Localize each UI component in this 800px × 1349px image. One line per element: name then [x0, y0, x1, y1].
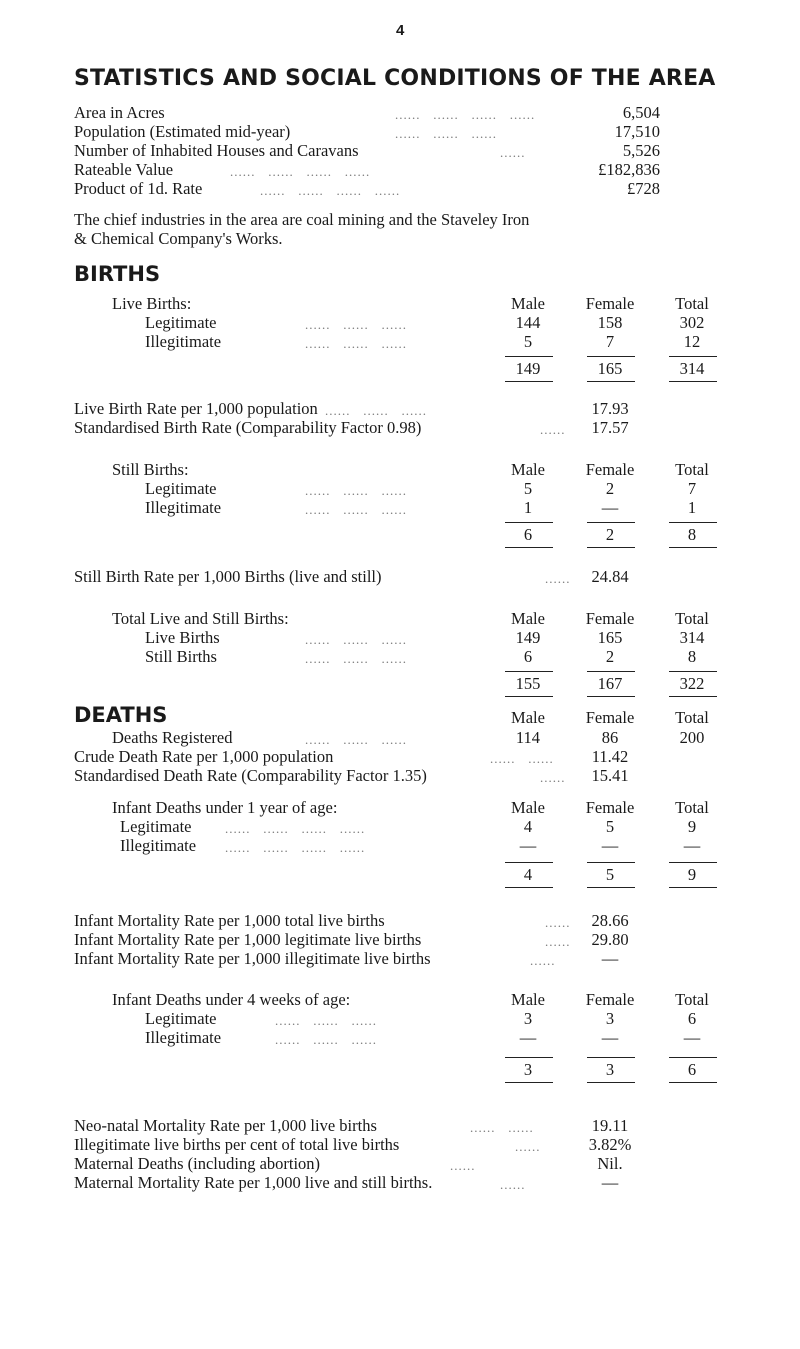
row-label: Legitimate — [120, 817, 192, 836]
maternal-rate-value: — — [601, 1173, 619, 1192]
cell-male: 5 — [523, 332, 533, 351]
total-total: 314 — [679, 359, 705, 378]
leader-dots: ...... ...... — [470, 1120, 534, 1135]
col-female: Female — [585, 708, 635, 727]
col-total: Total — [675, 708, 709, 727]
col-female: Female — [585, 798, 635, 817]
total-total: 6 — [687, 1060, 697, 1079]
cell-male: 4 — [523, 817, 533, 836]
general-value-rateable: £182,836 — [598, 160, 660, 179]
total-male: 149 — [515, 359, 541, 378]
row-label: Illegitimate — [120, 836, 197, 855]
leader-dots: ...... ...... ...... — [275, 1013, 377, 1028]
deaths-heading: DEATHS — [74, 703, 168, 727]
col-total: Total — [675, 294, 709, 313]
divider — [505, 696, 553, 697]
leader-dots: ...... — [500, 1177, 526, 1192]
imr-illegit-label: Infant Mortality Rate per 1,000 illegitimate live births — [74, 949, 431, 968]
cell-female: — — [601, 498, 619, 517]
infant-deaths-label: Infant Deaths under 1 year of age: — [112, 798, 338, 817]
divider — [505, 887, 553, 888]
leader-dots: ...... ...... ...... — [305, 732, 407, 747]
divider — [505, 381, 553, 382]
total-female: 3 — [605, 1060, 615, 1079]
cell-female: 3 — [605, 1009, 615, 1028]
col-total: Total — [675, 609, 709, 628]
leader-dots: ...... ...... — [490, 751, 554, 766]
divider — [505, 522, 553, 523]
leader-dots: ...... ...... ...... — [305, 632, 407, 647]
std-birth-rate-label: Standardised Birth Rate (Comparability Factor 0.98) — [74, 418, 422, 437]
leader-dots: ...... ...... ...... — [305, 317, 407, 332]
cell-female: 165 — [597, 628, 623, 647]
leader-dots: ...... ...... ...... — [305, 483, 407, 498]
neonatal-deaths-label: Infant Deaths under 4 weeks of age: — [112, 990, 351, 1009]
cell-total: 1 — [687, 498, 697, 517]
general-label-rateable: Rateable Value — [74, 160, 174, 179]
leader-dots: ...... — [545, 934, 571, 949]
col-male: Male — [511, 460, 545, 479]
divider — [587, 522, 635, 523]
leader-dots: ...... — [545, 571, 571, 586]
cell-male: — — [519, 1028, 537, 1047]
imr-total-label: Infant Mortality Rate per 1,000 total live births — [74, 911, 385, 930]
cell-male: 5 — [523, 479, 533, 498]
leader-dots: ...... — [540, 770, 566, 785]
births-heading: BIRTHS — [74, 262, 161, 286]
leader-dots: ...... ...... ...... ...... — [225, 821, 366, 836]
leader-dots: ...... ...... ...... — [275, 1032, 377, 1047]
col-female: Female — [585, 294, 635, 313]
total-female: 167 — [597, 674, 623, 693]
total-female: 5 — [605, 865, 615, 884]
cell-total: 314 — [679, 628, 705, 647]
still-birth-rate-label: Still Birth Rate per 1,000 Births (live and still) — [74, 567, 382, 586]
cell-total: 6 — [687, 1009, 697, 1028]
neonatal-rate-label: Neo-natal Mortality Rate per 1,000 live births — [74, 1116, 377, 1135]
total-female: 2 — [605, 525, 615, 544]
divider — [669, 1082, 717, 1083]
divider — [587, 381, 635, 382]
col-male: Male — [511, 294, 545, 313]
deaths-registered-male: 114 — [515, 728, 541, 747]
row-label: Legitimate — [145, 1009, 217, 1028]
divider — [669, 862, 717, 863]
deaths-registered-female: 86 — [601, 728, 619, 747]
cell-total: — — [683, 836, 701, 855]
neonatal-rate-value: 19.11 — [591, 1116, 629, 1135]
cell-male: 1 — [523, 498, 533, 517]
col-female: Female — [585, 990, 635, 1009]
live-birth-rate-value: 17.93 — [591, 399, 629, 418]
leader-dots: ...... — [500, 145, 526, 160]
row-label: Live Births — [145, 628, 220, 647]
col-total: Total — [675, 460, 709, 479]
total-total: 322 — [679, 674, 705, 693]
leader-dots: ...... ...... ...... — [395, 126, 497, 141]
divider — [505, 671, 553, 672]
divider — [669, 887, 717, 888]
leader-dots: ...... — [545, 915, 571, 930]
divider — [587, 1057, 635, 1058]
general-value-population: 17,510 — [614, 122, 660, 141]
cell-total: 9 — [687, 817, 697, 836]
cell-male: — — [519, 836, 537, 855]
divider — [669, 356, 717, 357]
cell-total: 302 — [679, 313, 705, 332]
general-label-rate: Product of 1d. Rate — [74, 179, 203, 198]
divider — [587, 862, 635, 863]
industries-text-line2: & Chemical Company's Works. — [74, 229, 283, 248]
divider — [669, 1057, 717, 1058]
illegit-pct-value: 3.82% — [588, 1135, 632, 1154]
still-births-label: Still Births: — [112, 460, 189, 479]
maternal-deaths-label: Maternal Deaths (including abortion) — [74, 1154, 321, 1173]
divider — [505, 1082, 553, 1083]
leader-dots: ...... ...... ...... ...... — [260, 183, 401, 198]
general-label-area: Area in Acres — [74, 103, 165, 122]
crude-death-rate-label: Crude Death Rate per 1,000 population — [74, 747, 334, 766]
divider — [505, 356, 553, 357]
imr-legit-label: Infant Mortality Rate per 1,000 legitimate live births — [74, 930, 422, 949]
row-label: Legitimate — [145, 313, 217, 332]
illegit-pct-label: Illegitimate live births per cent of total live births — [74, 1135, 400, 1154]
row-label: Illegitimate — [145, 332, 222, 351]
col-male: Male — [511, 798, 545, 817]
cell-female: 7 — [605, 332, 615, 351]
total-male: 155 — [515, 674, 541, 693]
leader-dots: ...... — [530, 953, 556, 968]
imr-illegit-value: — — [601, 949, 619, 968]
live-births-label: Live Births: — [112, 294, 192, 313]
leader-dots: ...... ...... ...... ...... — [230, 164, 371, 179]
general-value-rate: £728 — [627, 179, 660, 198]
imr-total-value: 28.66 — [591, 911, 629, 930]
divider — [587, 356, 635, 357]
divider — [587, 887, 635, 888]
divider — [587, 671, 635, 672]
divider — [505, 547, 553, 548]
col-male: Male — [511, 708, 545, 727]
total-male: 3 — [523, 1060, 533, 1079]
std-death-rate-label: Standardised Death Rate (Comparability Factor 1.35) — [74, 766, 427, 785]
deaths-registered-label: Deaths Registered — [112, 728, 233, 747]
cell-total: 12 — [683, 332, 701, 351]
general-value-area: 6,504 — [622, 103, 660, 122]
leader-dots: ...... ...... ...... ...... — [225, 840, 366, 855]
col-female: Female — [585, 460, 635, 479]
cell-total: — — [683, 1028, 701, 1047]
cell-male: 6 — [523, 647, 533, 666]
divider — [505, 1057, 553, 1058]
total-total: 9 — [687, 865, 697, 884]
divider — [587, 1082, 635, 1083]
col-total: Total — [675, 798, 709, 817]
maternal-deaths-value: Nil. — [597, 1154, 623, 1173]
leader-dots: ...... — [540, 422, 566, 437]
total-total: 8 — [687, 525, 697, 544]
leader-dots: ...... ...... ...... ...... — [395, 107, 536, 122]
cell-male: 149 — [515, 628, 541, 647]
general-value-houses: 5,526 — [622, 141, 660, 160]
divider — [669, 522, 717, 523]
cell-female: — — [601, 836, 619, 855]
imr-legit-value: 29.80 — [591, 930, 629, 949]
total-male: 4 — [523, 865, 533, 884]
divider — [505, 862, 553, 863]
cell-female: 158 — [597, 313, 623, 332]
row-label: Still Births — [145, 647, 217, 666]
page-title: STATISTICS AND SOCIAL CONDITIONS OF THE AREA — [74, 66, 716, 91]
leader-dots: ...... — [515, 1139, 541, 1154]
cell-female: — — [601, 1028, 619, 1047]
leader-dots: ...... ...... ...... — [325, 403, 427, 418]
col-male: Male — [511, 609, 545, 628]
leader-dots: ...... ...... ...... — [305, 502, 407, 517]
cell-female: 2 — [605, 647, 615, 666]
cell-total: 8 — [687, 647, 697, 666]
maternal-rate-label: Maternal Mortality Rate per 1,000 live and still births. — [74, 1173, 433, 1192]
std-death-rate-value: 15.41 — [591, 766, 629, 785]
cell-female: 2 — [605, 479, 615, 498]
std-birth-rate-value: 17.57 — [591, 418, 629, 437]
col-total: Total — [675, 990, 709, 1009]
leader-dots: ...... ...... ...... — [305, 651, 407, 666]
live-birth-rate-label: Live Birth Rate per 1,000 population — [74, 399, 318, 418]
divider — [587, 696, 635, 697]
leader-dots: ...... — [450, 1158, 476, 1173]
cell-male: 144 — [515, 313, 541, 332]
row-label: Legitimate — [145, 479, 217, 498]
divider — [587, 547, 635, 548]
col-female: Female — [585, 609, 635, 628]
page-number: 4 — [396, 22, 405, 39]
cell-female: 5 — [605, 817, 615, 836]
cell-male: 3 — [523, 1009, 533, 1028]
general-label-population: Population (Estimated mid-year) — [74, 122, 291, 141]
leader-dots: ...... ...... ...... — [305, 336, 407, 351]
divider — [669, 381, 717, 382]
industries-text-line1: The chief industries in the area are coal mining and the Staveley Iron — [74, 210, 530, 229]
combined-births-label: Total Live and Still Births: — [112, 609, 289, 628]
total-female: 165 — [597, 359, 623, 378]
cell-total: 7 — [687, 479, 697, 498]
row-label: Illegitimate — [145, 498, 222, 517]
row-label: Illegitimate — [145, 1028, 222, 1047]
col-male: Male — [511, 990, 545, 1009]
deaths-registered-total: 200 — [679, 728, 705, 747]
general-label-houses: Number of Inhabited Houses and Caravans — [74, 141, 359, 160]
divider — [669, 696, 717, 697]
total-male: 6 — [523, 525, 533, 544]
divider — [669, 547, 717, 548]
crude-death-rate-value: 11.42 — [591, 747, 629, 766]
divider — [669, 671, 717, 672]
still-birth-rate-value: 24.84 — [591, 567, 629, 586]
